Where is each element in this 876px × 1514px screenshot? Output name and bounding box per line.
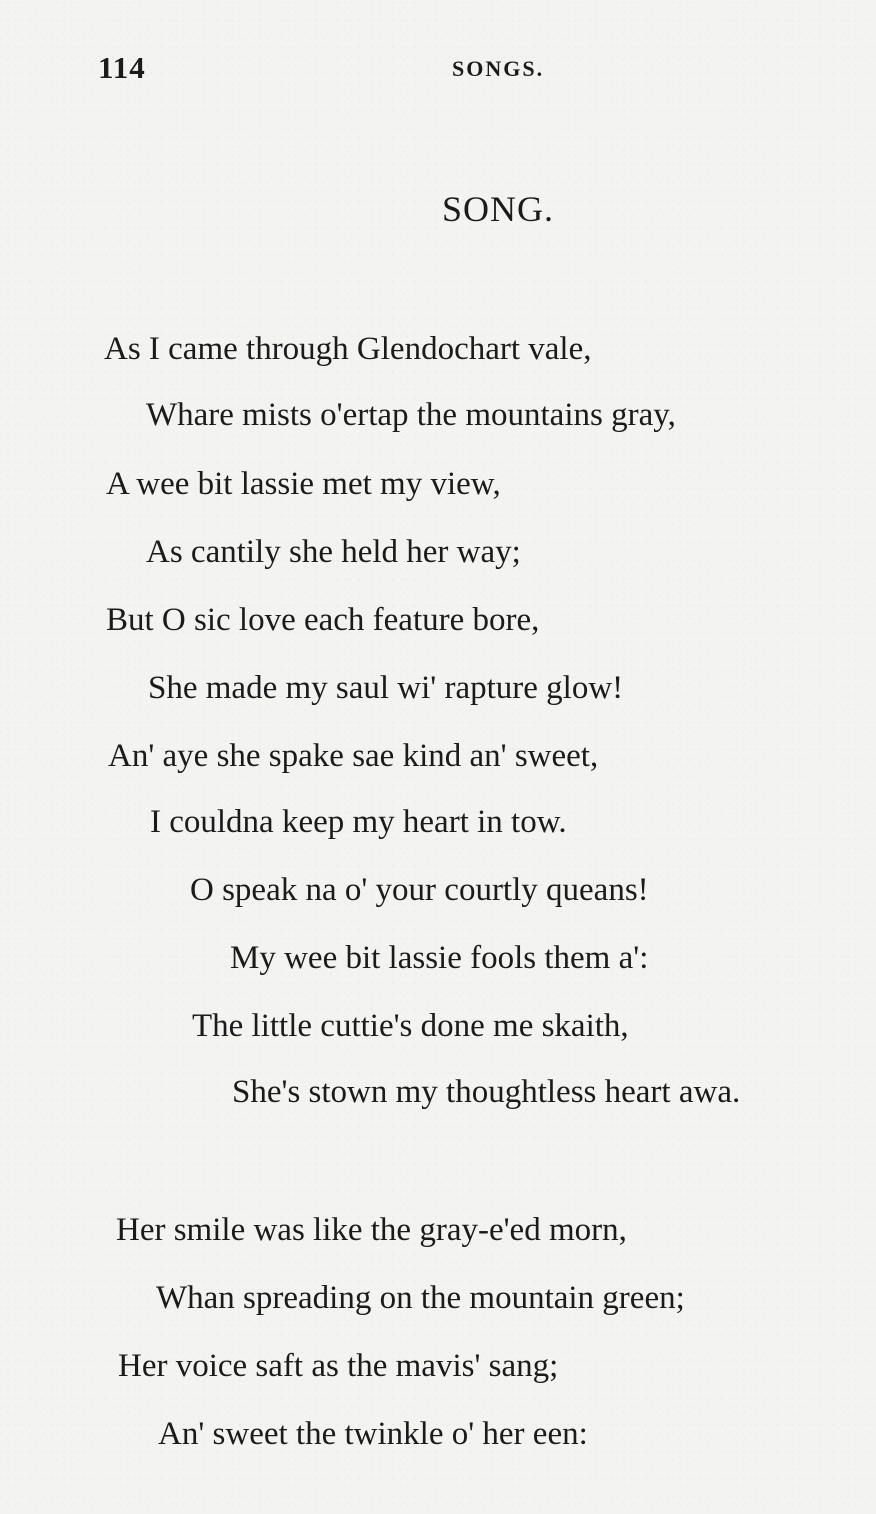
verse-line: My wee bit lassie fools them a': <box>230 940 649 976</box>
verse-line: As I came through Glendochart vale, <box>104 331 592 367</box>
song-title: SONG. <box>442 189 555 229</box>
running-title: SONGS. <box>452 56 545 81</box>
page-number: 114 <box>98 50 146 85</box>
verse-line: An' sweet the twinkle o' her een: <box>158 1416 588 1452</box>
verse-line: Her voice saft as the mavis' sang; <box>118 1348 559 1384</box>
verse-line: Whan spreading on the mountain green; <box>156 1280 685 1316</box>
verse-line: As cantily she held her way; <box>146 534 521 570</box>
verse-line: A wee bit lassie met my view, <box>106 466 501 502</box>
running-head <box>0 50 876 90</box>
verse-line: The little cuttie's done me skaith, <box>192 1008 629 1044</box>
verse-line: I couldna keep my heart in tow. <box>150 804 567 840</box>
verse-line: Whare mists o'ertap the mountains gray, <box>146 397 676 433</box>
verse-line: O speak na o' your courtly queans! <box>190 872 649 908</box>
verse-line: She made my saul wi' rapture glow! <box>148 670 624 706</box>
verse-line: Her smile was like the gray-e'ed morn, <box>116 1212 627 1248</box>
verse-line: She's stown my thoughtless heart awa. <box>232 1074 741 1110</box>
verse-line: But O sic love each feature bore, <box>106 602 540 638</box>
verse-line: An' aye she spake sae kind an' sweet, <box>108 738 599 774</box>
